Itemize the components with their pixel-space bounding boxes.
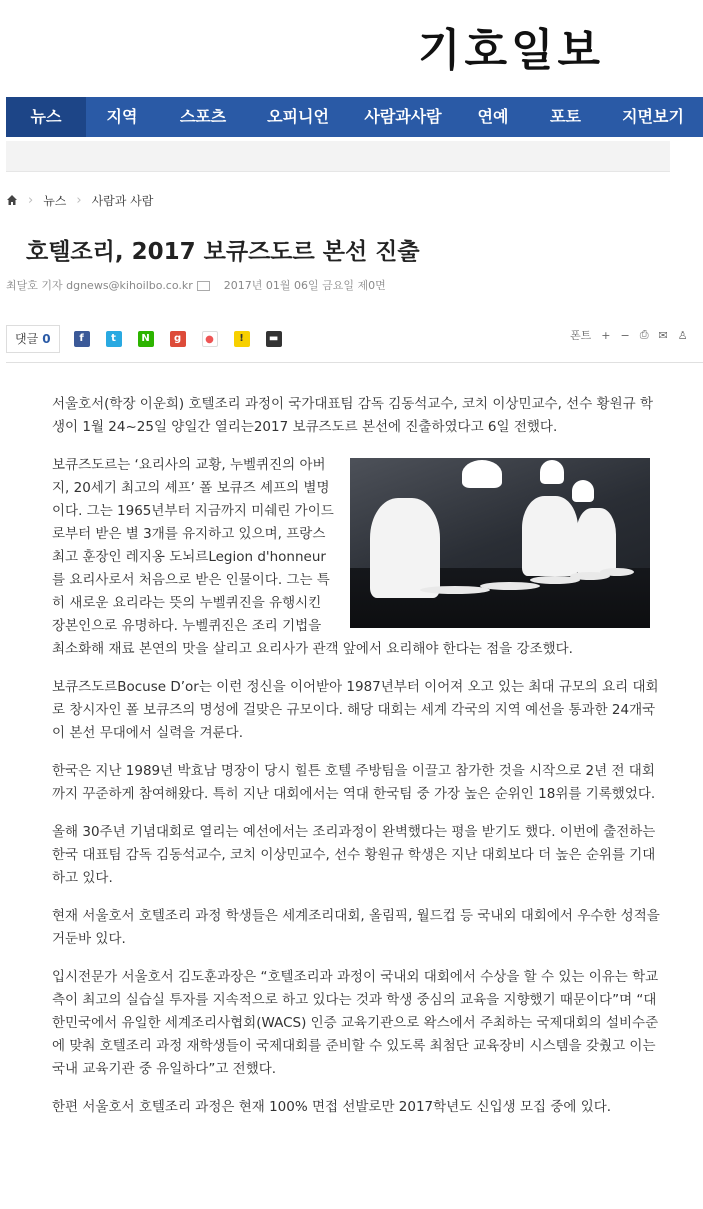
paragraph-6: 현재 서울호서 호텔조리 과정 학생들은 세계조리대회, 올림픽, 월드컵 등 국내외 대회에서 우수한 성적을 거둔바 있다. <box>52 908 660 947</box>
comment-label: 댓글 <box>15 332 39 346</box>
nav-people[interactable]: 사람과사람 <box>364 107 442 126</box>
article-body <box>52 393 664 1134</box>
photo-chef <box>370 498 440 598</box>
photo-chef-hat <box>572 480 594 502</box>
paragraph-8: 한편 서울호서 호텔조리 과정은 현재 100% 면접 선발로만 2017학년도 신입생 모집 중에 있다. <box>52 1099 612 1115</box>
reporter[interactable]: 최달호 기자 dgnews@kihoilbo.co.kr <box>6 279 193 292</box>
dateline: 2017년 01월 06일 금요일 제0면 <box>223 279 386 292</box>
article-photo[interactable] <box>350 458 650 628</box>
naver-icon[interactable]: N <box>138 331 154 347</box>
chevron-right-icon: › <box>76 192 82 208</box>
nav-paper-view[interactable]: 지면보기 <box>622 107 684 126</box>
comment-button[interactable] <box>6 325 60 353</box>
user-icon[interactable]: ♙ <box>677 328 688 342</box>
paragraph-4: 한국은 지난 1989년 박효남 명장이 당시 힐튼 호텔 주방팀을 이끌고 참가한 것을 시작으로 2년 전 대회까지 꾸준하게 참여해왔다. 특히 지난 대회에서는 역대 한국팀 중 가장 높은 순위인 18위를 기록했었다. <box>52 763 656 802</box>
facebook-icon[interactable]: f <box>74 331 90 347</box>
mail-icon[interactable] <box>197 281 210 291</box>
main-nav <box>6 97 703 137</box>
breadcrumb <box>6 190 153 210</box>
twitter-icon[interactable]: t <box>106 331 122 347</box>
print-icon[interactable]: ⎙ <box>639 328 649 341</box>
nav-sports[interactable]: 스포츠 <box>179 107 227 126</box>
paragraph-3: 보큐즈도르Bocuse D’or는 이런 정신을 이어받아 1987년부터 이어져 오고 있는 최대 규모의 요리 대회로 창시자인 폴 보큐즈의 명성에 걸맞은 규모이다. 해당 대회는 세계 각국의 지역 예선을 통과한 24개국이 본선 무대에서 실력을 겨룬다. <box>52 679 659 741</box>
more-share-icon[interactable]: ▬ <box>266 331 282 347</box>
byline <box>6 277 386 293</box>
photo-plate <box>480 582 540 590</box>
breadcrumb-people[interactable]: 사람과 사람 <box>91 193 154 208</box>
paragraph-2: 보큐즈도르는 ‘요리사의 교황, 누벨퀴진의 아버지, 20세기 최고의 셰프’ 폴 보큐즈 셰프의 별명이다. 그는 1965년부터 지금까지 미쉐린 가이드로부터 받은 별 3개를 유지하고 있으며, 프랑스 최고 훈장인 레지옹 도뇌르Legion d'honneur를 요리사로서 처음으로 받은 인물이다. 그는 특히 새로운 요리라는 뜻의 누벨퀴진을 유행시킨 장본인으로 유명하다. 누벨퀴진은 조리 기법을 최소화해 재료 본연의 맛을 살리고 요리사가 관객 앞에서 요리해야 한다는 점을 강조했다. <box>52 457 573 657</box>
photo-chef-hat <box>462 460 502 488</box>
photo-plate <box>420 586 490 594</box>
breadcrumb-news[interactable]: 뉴스 <box>43 193 67 208</box>
nav-region[interactable]: 지역 <box>106 107 138 126</box>
nav-news[interactable]: 뉴스 <box>6 97 86 137</box>
font-decrease-icon[interactable]: − <box>620 328 630 342</box>
site-logo[interactable]: 기호일보 <box>418 25 605 76</box>
font-increase-icon[interactable]: + <box>601 328 611 342</box>
article-tools <box>570 327 698 343</box>
divider <box>6 362 703 363</box>
paragraph-7: 입시전문가 서울호서 김도훈과장은 “호텔조리과 과정이 국내외 대회에서 수상을 할 수 있는 이유는 학교측이 최고의 실습실 투자를 지속적으로 하고 있다는 것과 학생 중심의 교육을 지향했기 때문이다”며 “대한민국에서 유일한 세계조리사협회(WACS) 인증 교육기관으로 왁스에서 주최하는 국제대회의 설비수준에 맞춰 호텔조리 과정 재학생들이 국제대회를 준비할 수 있도록 최첨단 교육장비 시스템을 갖췄고 이는 국내 교육기관 중 유일하다”고 전했다. <box>52 969 659 1077</box>
paragraph-5: 올해 30주년 기념대회로 열리는 예선에서는 조리과정이 완벽했다는 평을 받기도 했다. 이번에 출전하는 한국 대표팀 감독 김동석교수, 코치 이상민교수, 선수 황원규 학생은 지난 대회보다 더 높은 순위를 기대하고 있다. <box>52 824 656 886</box>
photo-plate <box>600 568 634 576</box>
article-title: 호텔조리, 2017 보큐즈도르 본선 진출 <box>26 239 420 265</box>
band-icon[interactable]: ● <box>202 331 218 347</box>
google-plus-icon[interactable]: g <box>170 331 186 347</box>
sub-menu-bar <box>6 141 670 172</box>
home-icon[interactable] <box>6 194 18 206</box>
chevron-right-icon: › <box>28 192 34 208</box>
photo-chef-hat <box>540 460 564 484</box>
email-icon[interactable]: ✉ <box>658 328 668 342</box>
photo-chef <box>576 508 616 574</box>
comment-count: 0 <box>42 332 51 346</box>
paragraph-1: 서울호서(학장 이운희) 호텔조리 과정이 국가대표팀 감독 김동석교수, 코치 이상민교수, 선수 황원규 학생이 1월 24~25일 양일간 열리는2017 보큐즈도르 본선에 진출하였다고 6일 전했다. <box>52 396 653 435</box>
kakaostory-icon[interactable]: ! <box>234 331 250 347</box>
nav-opinion[interactable]: 오피니언 <box>267 107 329 126</box>
share-toolbar <box>6 325 290 353</box>
nav-entertainment[interactable]: 연예 <box>477 107 509 126</box>
nav-photo[interactable]: 포토 <box>550 107 581 126</box>
photo-chef <box>522 496 578 576</box>
font-label: 폰트 <box>570 329 592 342</box>
